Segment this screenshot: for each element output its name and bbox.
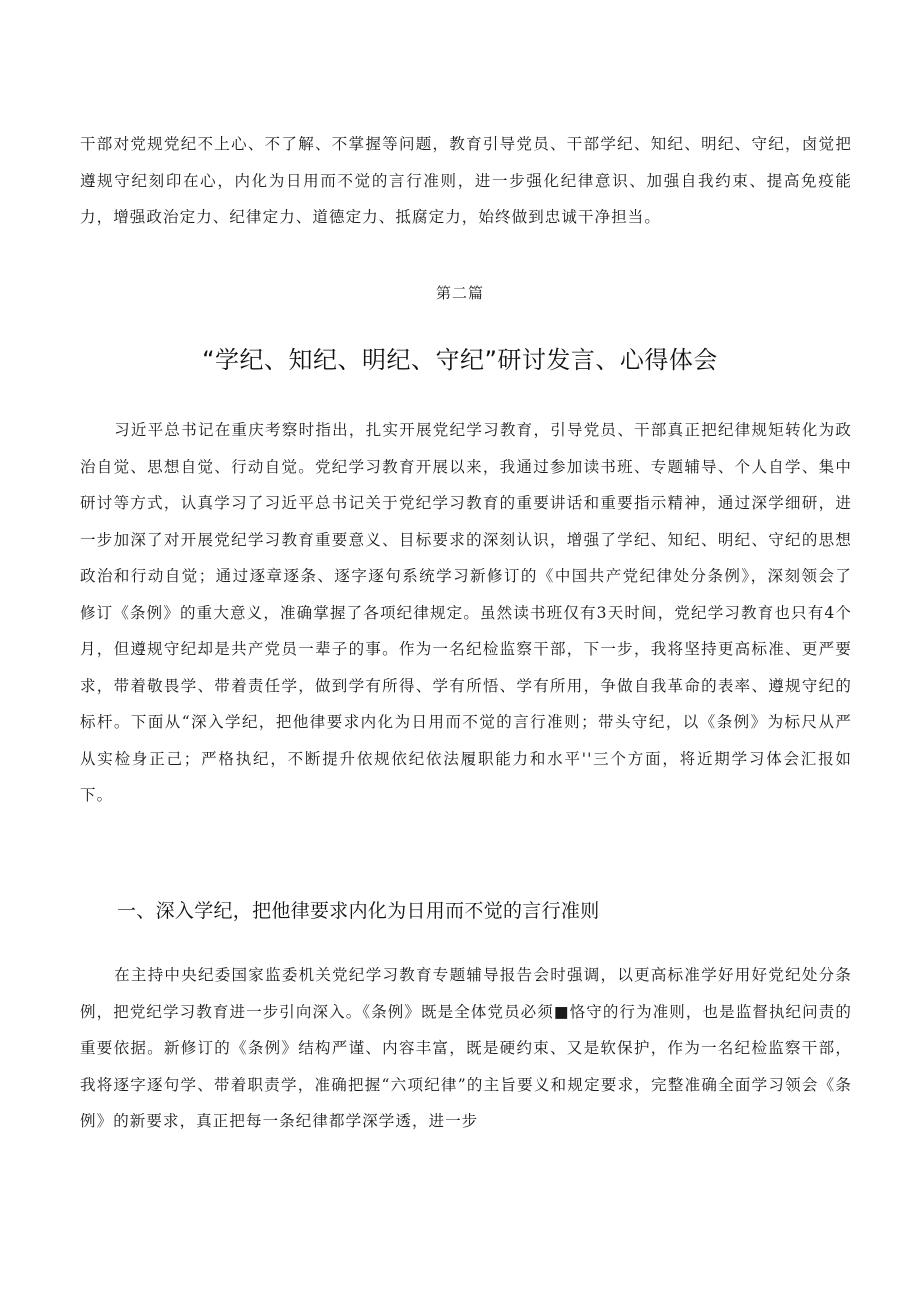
document-title: “学纪、知纪、明纪、守纪”研讨发言、心得体会: [202, 346, 718, 374]
section-1-heading: 一、深入学纪，把他律要求内化为日用而不觉的言行准则: [117, 900, 600, 922]
section-1-paragraph: 在主持中央纪委国家监委机关党纪学习教育专题辅导报告会时强调，以更高标准学好用好党纪处分条例，把党纪学习教育进一步引向深入。《条例》既是全体党员必须■恪守的行为准则，也是监督执纪问责的重要依据。新修订的《条例》结构严谨、内容丰富，既是硬约束、又是软保护，作为一名纪检监察干部，我将逐字逐句学、带着职责学，准确把握“六项纪律”的主旨要义和规定要求，完整准确全面学习领会《条例》的新要求，真正把每一条纪律都学深学透，进一步: [80, 966, 852, 1130]
continued-paragraph: 干部对党规党纪不上心、不了解、不掌握等问题，教育引导党员、干部学纪、知纪、明纪、守纪，卤觉把遵规守纪刻印在心，内化为日用而不觉的言行准则，进一步强化纪律意识、加强自我约束、提高免疫能力，增强政治定力、纪律定力、道德定力、抵腐定力，始终做到忠诚干净担当。: [80, 135, 852, 226]
intro-paragraph: 习近平总书记在重庆考察时指出，扎实开展党纪学习教育，引导党员、干部真正把纪律规矩转化为政治自觉、思想自觉、行动自觉。党纪学习教育开展以来，我通过参加读书班、专题辅导、个人自学、集中研讨等方式，认真学习了习近平总书记关于党纪学习教育的重要讲话和重要指示精神，通过深学细研，进一步加深了对开展党纪学习教育重要意义、目标要求的深刻认识，增强了学纪、知纪、明纪、守纪的思想政治和行动自觉；通过逐章逐条、逐字逐句系统学习新修订的《中国共产党纪律处分条例》，深刻领会了修订《条例》的重大意义，准确掌握了各项纪律规定。虽然读书班仅有3天时间，党纪学习教育也只有4个月，但遵规守纪却是共产党员一辈子的事。作为一名纪检监察干部，下一步，我将坚持更高标准、更严要求，带着敬畏学、带着责任学，做到学有所得、学有所悟、学有所用，争做自我革命的表率、遵规守纪的标杆。下面从“深入学纪，把他律要求内化为日用而不觉的言行准则；带头守纪，以《条例》为标尺从严从实检身正己；严格执纪，不断提升依规依纪依法履职能力和水平''三个方面，将近期学习体会汇报如下。: [80, 421, 852, 804]
part-label: 第二篇: [435, 284, 484, 302]
